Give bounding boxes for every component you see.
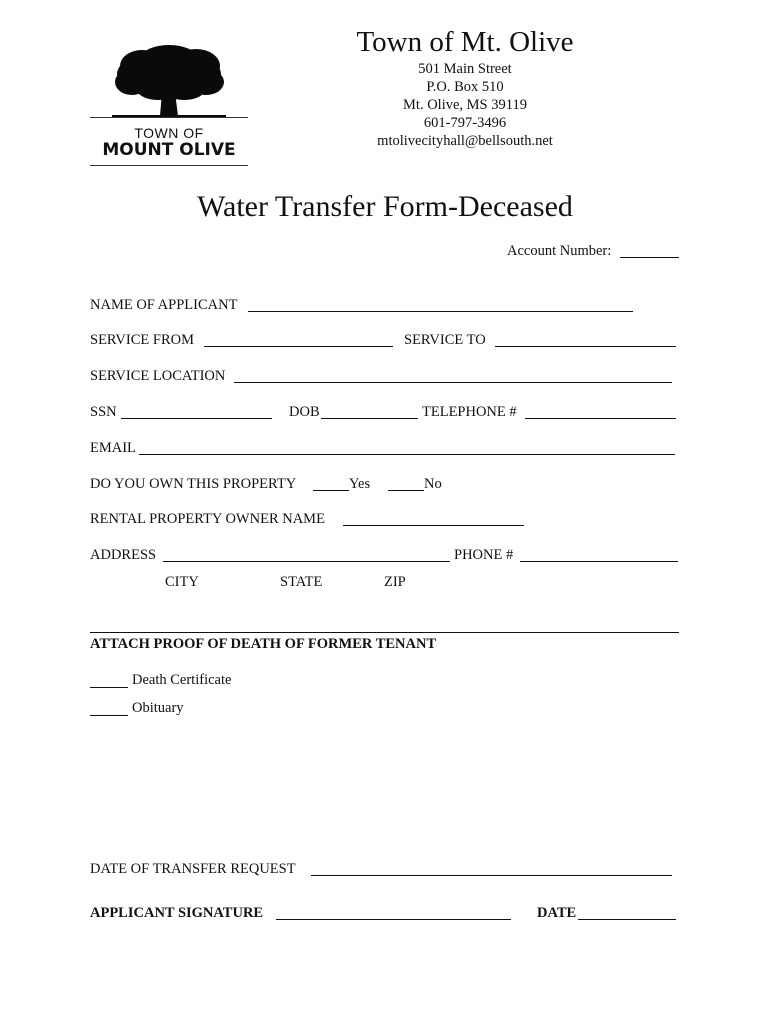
own-property-label: DO YOU OWN THIS PROPERTY: [90, 476, 297, 492]
dob-label: DOB: [289, 404, 320, 420]
town-logo: [90, 40, 248, 168]
date-of-transfer-field[interactable]: [311, 875, 672, 876]
address-label: ADDRESS: [90, 547, 157, 563]
address-line-city: Mt. Olive, MS 39119: [403, 97, 527, 113]
obituary-blank[interactable]: [90, 715, 128, 716]
email-field[interactable]: [139, 454, 675, 455]
date-of-transfer-label: DATE OF TRANSFER REQUEST: [90, 861, 296, 877]
date-label: DATE: [537, 905, 577, 921]
ssn-label: SSN: [90, 404, 117, 420]
name-of-applicant-field[interactable]: [248, 311, 633, 312]
email-label: EMAIL: [90, 440, 136, 456]
service-to-field[interactable]: [495, 346, 676, 347]
state-label: STATE: [280, 574, 323, 590]
logo-line2: MOUNT OLIVE: [102, 140, 236, 160]
form-title: Water Transfer Form-Deceased: [197, 190, 573, 223]
service-to-label: SERVICE TO: [404, 332, 486, 348]
death-certificate-label: Death Certificate: [132, 672, 232, 688]
section-divider: [90, 632, 679, 633]
address-field[interactable]: [163, 561, 450, 562]
town-name: Town of Mt. Olive: [356, 26, 574, 58]
applicant-signature-label: APPLICANT SIGNATURE: [90, 905, 264, 921]
address-line-email: mtolivecityhall@bellsouth.net: [377, 133, 553, 149]
logo-top-rule: [90, 117, 248, 118]
address-line-street: 501 Main Street: [418, 61, 512, 77]
own-property-yes-label: Yes: [349, 476, 371, 492]
own-property-no-blank[interactable]: [388, 490, 424, 491]
city-label: CITY: [165, 574, 199, 590]
logo-bottom-rule: [90, 165, 248, 166]
service-location-label: SERVICE LOCATION: [90, 368, 226, 384]
rental-owner-field[interactable]: [343, 525, 524, 526]
death-certificate-blank[interactable]: [90, 687, 128, 688]
phone-field[interactable]: [520, 561, 678, 562]
address-line-phone: 601-797-3496: [423, 115, 507, 131]
telephone-field[interactable]: [525, 418, 676, 419]
rental-owner-label: RENTAL PROPERTY OWNER NAME: [90, 511, 325, 527]
account-number-label: Account Number:: [507, 243, 612, 259]
ssn-field[interactable]: [121, 418, 272, 419]
logo-line1: TOWN OF: [134, 125, 204, 141]
oak-tree-icon: [112, 44, 226, 120]
dob-field[interactable]: [321, 418, 418, 419]
date-field[interactable]: [578, 919, 676, 920]
applicant-signature-field[interactable]: [276, 919, 511, 920]
phone-label: PHONE #: [454, 547, 514, 563]
own-property-no-label: No: [424, 476, 442, 492]
obituary-label: Obituary: [132, 700, 184, 716]
name-of-applicant-label: NAME OF APPLICANT: [90, 297, 238, 313]
proof-of-death-heading: ATTACH PROOF OF DEATH OF FORMER TENANT: [90, 636, 437, 652]
service-from-label: SERVICE FROM: [90, 332, 194, 348]
service-location-field[interactable]: [234, 382, 672, 383]
own-property-yes-blank[interactable]: [313, 490, 349, 491]
address-line-pobox: P.O. Box 510: [426, 79, 504, 95]
service-from-field[interactable]: [204, 346, 393, 347]
telephone-label: TELEPHONE #: [422, 404, 517, 420]
zip-label: ZIP: [384, 574, 406, 590]
account-number-field[interactable]: [620, 257, 679, 258]
